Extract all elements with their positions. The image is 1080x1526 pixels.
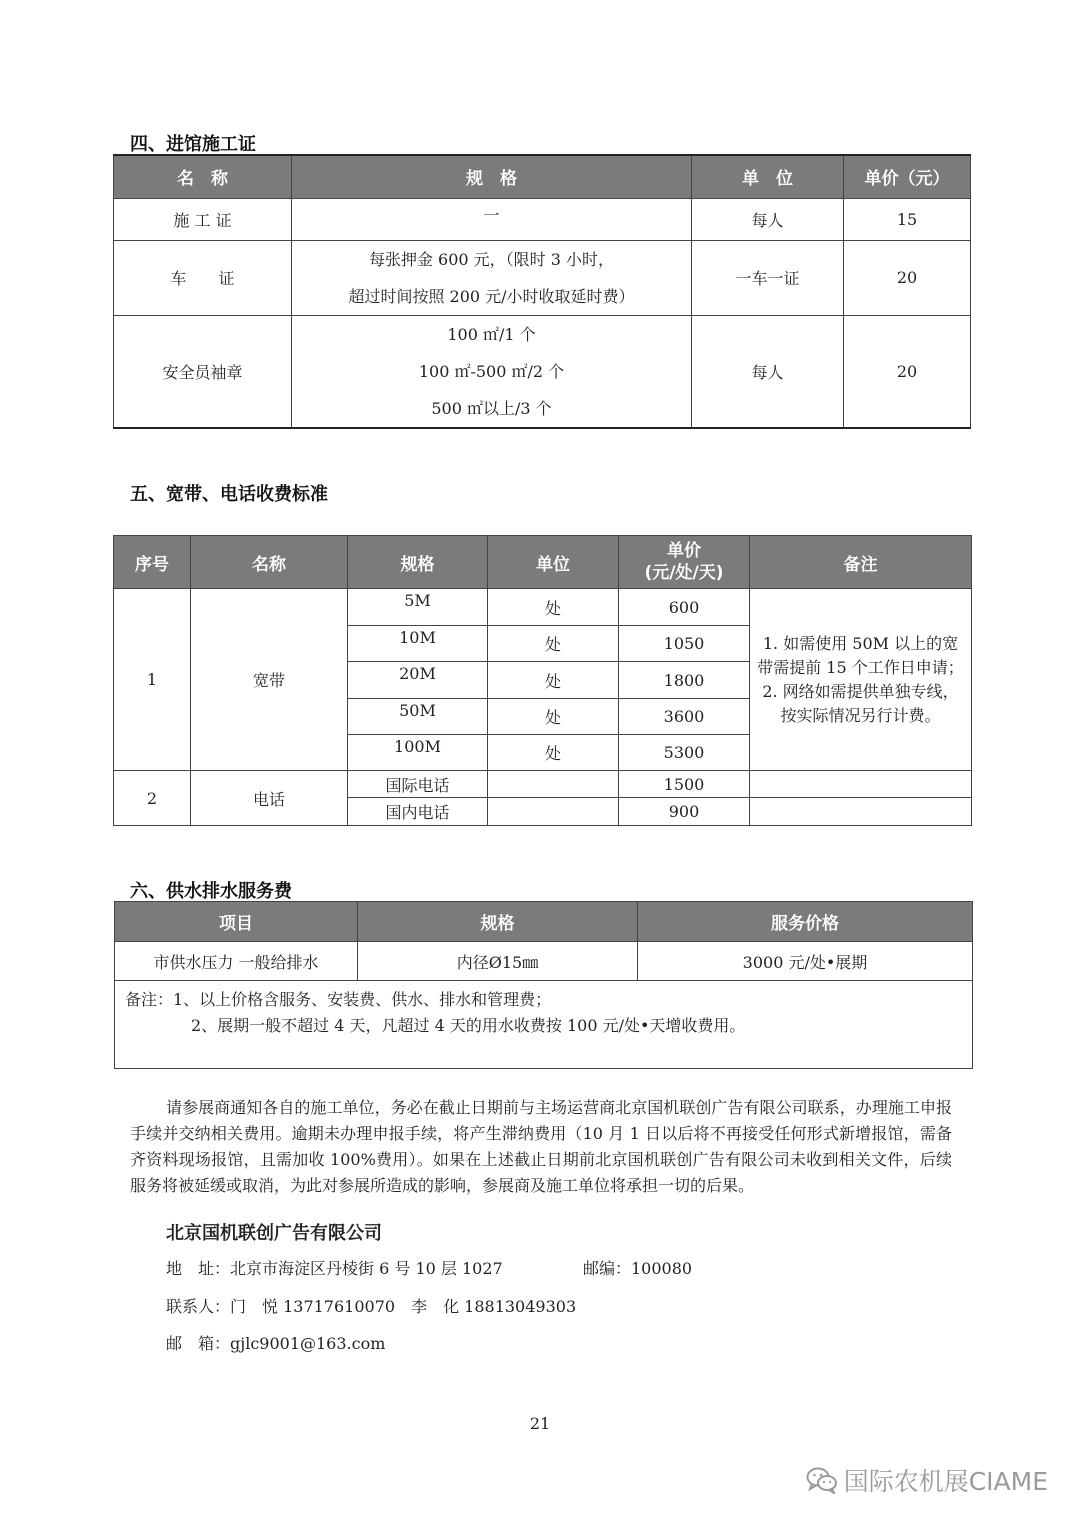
table-row: 市供水压力 一般给排水 内径Ø15㎜ 3000 元/处•展期 (115, 942, 973, 981)
construction-pass-table (113, 154, 971, 429)
header-spec: 规格 (358, 902, 638, 942)
broadband-phone-table (113, 535, 972, 826)
table-row: 安全员袖章 100 ㎡/1 个 100 ㎡-500 ㎡/2 个 500 ㎡以上/3 个 每人 20 (114, 315, 971, 428)
table-row: 2 电话 国际电话 1500 (114, 771, 972, 798)
table-row: 车 证 每张押金 600 元，（限时 3 小时， 超过时间按照 200 元/小时收取延时费） 一车一证 20 (114, 240, 971, 315)
section-title-6: 六、供水排水服务费 (130, 881, 292, 902)
notice-paragraph: 请参展商通知各自的施工单位，务必在截止日期前与主场运营商北京国机联创广告有限公司联系，办理施工申报手续并交纳相关费用。逾期未办理申报手续，将产生滞纳费用（10 月 1 日以后将不再接受任何形式新增报馆，需备齐资料现场报馆，且需加收 100%费用）。如果在上述截止日期前北京国机联创广告有限公司未收到相关文件，后续服务将被延缓或取消，为此对参展所造成的影响，参展商及施工单位将承担一切的后果。 (130, 1098, 952, 1195)
table-row: 100M 处 5300 (114, 735, 972, 771)
table-row: 50M 处 3600 (114, 699, 972, 735)
header-name: 名 称 (114, 155, 292, 198)
page-number: 21 (529, 1414, 551, 1433)
wechat-icon (806, 1466, 838, 1494)
watermark-text: 国际农机展CIAME (843, 1467, 1048, 1496)
table-row: 国内电话 900 (114, 798, 972, 826)
broadband-remark: 1. 如需使用 50M 以上的宽带需提前 15 个工作日申请；2. 网络如需提供单独专线，按实际情况另行计费。 (750, 589, 972, 771)
header-unit: 单 位 (692, 155, 844, 198)
header-remark: 备注 (750, 536, 972, 589)
table-row: 10M 处 1050 (114, 626, 972, 662)
water-remark: 备注：1、以上价格含服务、安装费、供水、排水和管理费； 2、展期一般不超过 4 天，凡超过 4 天的用水收费按 100 元/处•天增收费用。 (115, 981, 973, 1069)
company-postcode: 邮编：100080 (583, 1259, 693, 1278)
section-title-4: 四、进馆施工证 (130, 134, 256, 155)
company-email: 邮 箱：gjlc9001@163.com (166, 1334, 386, 1353)
section-title-5: 五、宽带、电话收费标准 (130, 484, 328, 505)
header-price: 服务价格 (638, 902, 973, 942)
header-spec: 规 格 (292, 155, 692, 198)
company-name: 北京国机联创广告有限公司 (166, 1223, 382, 1244)
company-contacts: 联系人：门 悦 13717610070 李 化 18813049303 (166, 1297, 577, 1316)
header-price: 单价（元） (844, 155, 971, 198)
header-unit: 单位 (488, 536, 619, 589)
header-name: 名称 (191, 536, 348, 589)
table-row: 20M 处 1800 (114, 662, 972, 699)
wechat-watermark (806, 1462, 1048, 1498)
header-index: 序号 (114, 536, 191, 589)
header-spec: 规格 (348, 536, 488, 589)
water-service-table (114, 901, 973, 1069)
table-row: 1 宽带 5M 处 600 1. 如需使用 50M 以上的宽带需提前 15 个工作日申请；2. 网络如需提供单独专线，按实际情况另行计费。 (114, 589, 972, 626)
table-row (115, 981, 973, 1069)
header-price: 单价 (元/处/天) (619, 536, 750, 589)
header-item: 项目 (115, 902, 358, 942)
company-address: 地 址：北京市海淀区丹棱街 6 号 10 层 1027 (166, 1259, 503, 1278)
table-row: 施 工 证 一 每人 15 (114, 198, 971, 240)
